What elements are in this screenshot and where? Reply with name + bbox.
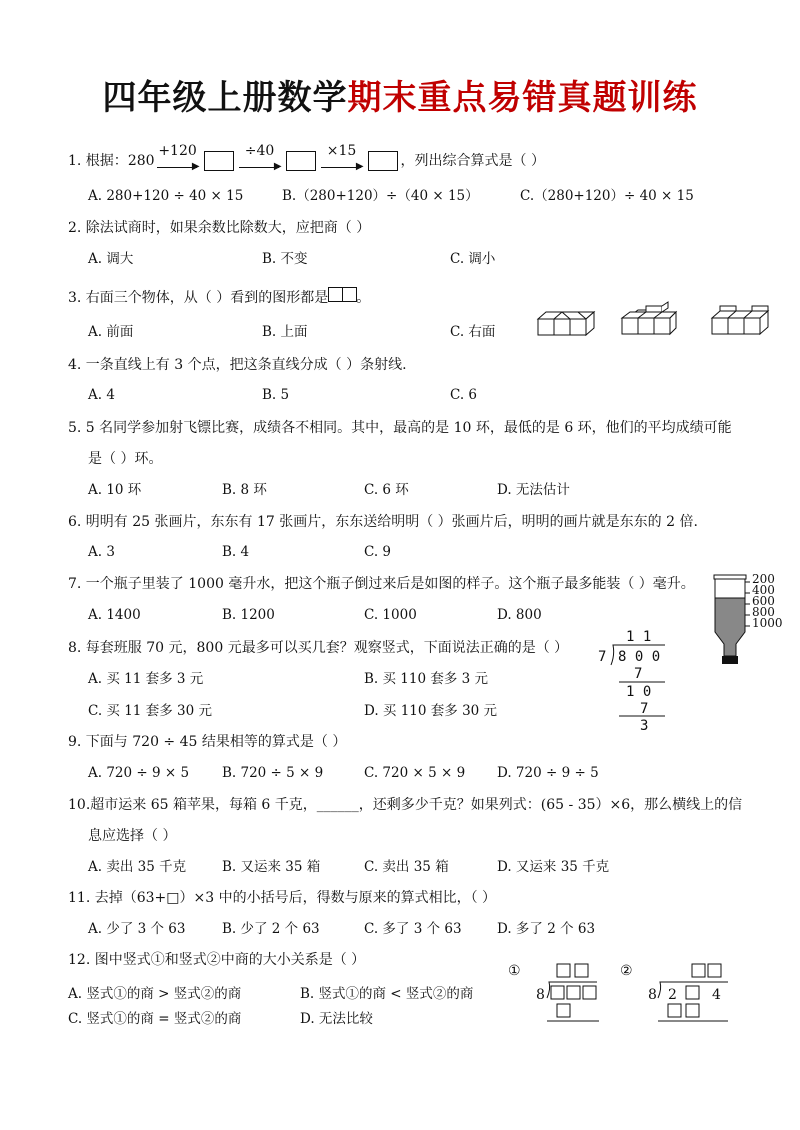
q12-option-d[interactable]: D. 无法比较 — [300, 1011, 373, 1027]
q4-option-a[interactable]: A. 4 — [88, 387, 115, 403]
arrow-plus: +120 ▶ — [158, 143, 200, 172]
q4-option-b[interactable]: B. 5 — [262, 387, 290, 403]
title-red: 期末重点易错真题训练 — [347, 78, 698, 118]
cube-figure-2-icon — [620, 306, 690, 342]
q3-option-c[interactable]: C. 右面 — [450, 324, 496, 340]
blank-box[interactable] — [368, 151, 398, 171]
q10-option-a[interactable]: A. 卖出 35 千克 — [88, 859, 187, 875]
q5-option-d[interactable]: D. 无法估计 — [497, 482, 570, 498]
question-6: 6. 明明有 25 张画片，东东有 17 张画片，东东送给明明（ ）张画片后，明明的画片就是东东的 2 倍. — [68, 514, 698, 530]
q9-option-c[interactable]: C. 720 × 5 × 9 — [364, 765, 466, 781]
q11-option-b[interactable]: B. 少了 2 个 63 — [222, 921, 320, 937]
q11-option-a[interactable]: A. 少了 3 个 63 — [88, 921, 186, 937]
q6-option-c[interactable]: C. 9 — [364, 544, 392, 560]
question-1: 1. 根据：280 +120 ▶ ÷40 ▶ ×15 ▶ ，列出综合算式是（ ） — [68, 143, 545, 172]
question-4: 4. 一条直线上有 3 个点，把这条直线分成（ ）条射线. — [68, 357, 407, 373]
q9-option-b[interactable]: B. 720 ÷ 5 × 9 — [222, 765, 324, 781]
q2-option-b[interactable]: B. 不变 — [262, 251, 308, 267]
blank-box[interactable] — [204, 151, 234, 171]
question-7: 7. 一个瓶子里装了 1000 毫升水，把这个瓶子倒过来后是如图的样子。这个瓶子最多能装（ ）毫升。 — [68, 576, 695, 592]
question-8: 8. 每套班服 70 元，800 元最多可以买几套？观察竖式，下面说法正确的是（ ） — [68, 640, 569, 656]
question-9: 9. 下面与 720 ÷ 45 结果相等的算式是（ ） — [68, 734, 347, 750]
q4-option-c[interactable]: C. 6 — [450, 387, 478, 403]
two-square-icon — [328, 290, 356, 306]
q12-option-c[interactable]: C. 竖式①的商 = 竖式②的商 — [68, 1011, 242, 1027]
arrow-multiply: ×15 ▶ — [319, 148, 365, 174]
q1-option-b[interactable]: B.（280+120）÷（40 × 15） — [282, 188, 479, 204]
q3-option-a[interactable]: A. 前面 — [88, 324, 134, 340]
q9-option-a[interactable]: A. 720 ÷ 9 × 5 — [88, 765, 190, 781]
q7-option-c[interactable]: C. 1000 — [364, 607, 417, 623]
q8-option-c[interactable]: C. 买 11 套多 30 元 — [88, 703, 212, 719]
q2-option-c[interactable]: C. 调小 — [450, 251, 496, 267]
q12-option-b[interactable]: B. 竖式①的商 < 竖式②的商 — [300, 986, 474, 1002]
q11-option-c[interactable]: C. 多了 3 个 63 — [364, 921, 462, 937]
q3-option-b[interactable]: B. 上面 — [262, 324, 308, 340]
q10-option-c[interactable]: C. 卖出 35 箱 — [364, 859, 449, 875]
question-5-line-1: 5. 5 名同学参加射飞镖比赛，成绩各不相同。其中，最高的是 10 环，最低的是 6 环，他们的平均成绩可能 — [68, 420, 732, 436]
q5-option-c[interactable]: C. 6 环 — [364, 482, 409, 498]
title-black: 四年级上册数学 — [102, 78, 348, 118]
bottle-icon — [712, 572, 752, 666]
question-10-line-1: 10.超市运来 65 箱苹果，每箱 6 千克，______，还剩多少千克？如果列式：(65 - 35）×6，那么横线上的信 — [68, 797, 743, 813]
q7-option-b[interactable]: B. 1200 — [222, 607, 275, 623]
q6-option-b[interactable]: B. 4 — [222, 544, 250, 560]
question-5-line-2: 是（ ）环。 — [88, 451, 163, 467]
page-title — [0, 70, 800, 119]
cube-figure-3-icon — [710, 306, 780, 342]
question-2: 2. 除法试商时，如果余数比除数大，应把商（ ） — [68, 220, 371, 236]
question-10-line-2: 息应选择（ ） — [88, 828, 177, 844]
cube-figure-1-icon — [536, 306, 606, 342]
q9-option-d[interactable]: D. 720 ÷ 9 ÷ 5 — [497, 765, 599, 781]
blank-box[interactable] — [286, 151, 316, 171]
question-12: 12. 图中竖式①和竖式②中商的大小关系是（ ） — [68, 952, 366, 968]
q5-option-b[interactable]: B. 8 环 — [222, 482, 267, 498]
q1-option-c[interactable]: C.（280+120）÷ 40 × 15 — [520, 188, 694, 204]
q7-option-d[interactable]: D. 800 — [497, 607, 542, 623]
q6-option-a[interactable]: A. 3 — [88, 544, 115, 560]
arrow-divide: ÷40 ▶ — [237, 148, 283, 174]
q10-option-d[interactable]: D. 又运来 35 千克 — [497, 859, 610, 875]
q2-option-a[interactable]: A. 调大 — [88, 251, 134, 267]
q5-option-a[interactable]: A. 10 环 — [88, 482, 142, 498]
q12-option-a[interactable]: A. 竖式①的商 > 竖式②的商 — [68, 986, 242, 1002]
q8-option-a[interactable]: A. 买 11 套多 3 元 — [88, 671, 204, 687]
q10-option-b[interactable]: B. 又运来 35 箱 — [222, 859, 321, 875]
question-11: 11. 去掉（63+□）×3 中的小括号后，得数与原来的算式相比，（ ） — [68, 890, 497, 906]
q7-option-a[interactable]: A. 1400 — [88, 607, 141, 623]
q8-option-d[interactable]: D. 买 110 套多 30 元 — [364, 703, 498, 719]
q1-option-a[interactable]: A. 280+120 ÷ 40 × 15 — [88, 188, 244, 204]
q8-option-b[interactable]: B. 买 110 套多 3 元 — [364, 671, 489, 687]
question-3: 3. 右面三个物体，从（ ）看到的图形都是 。 — [68, 287, 370, 307]
q11-option-d[interactable]: D. 多了 2 个 63 — [497, 921, 596, 937]
bottle-scale: 200 400 600 800 1000 — [752, 572, 783, 630]
